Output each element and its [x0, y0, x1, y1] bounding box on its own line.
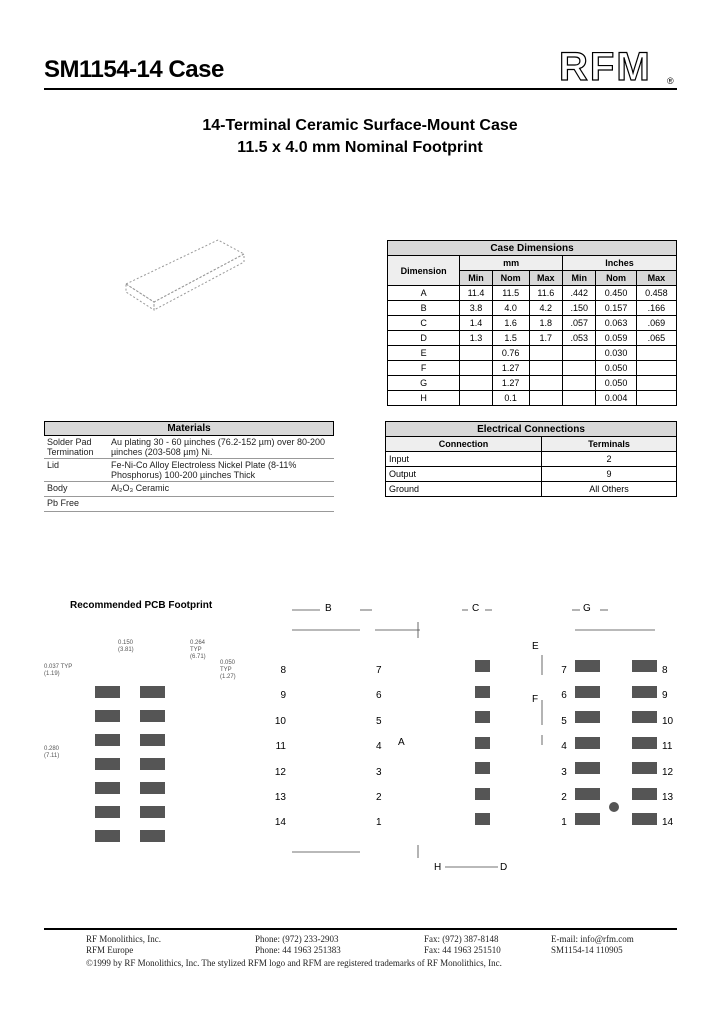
dimension-value	[529, 391, 562, 406]
dimension-value	[460, 391, 493, 406]
dimension-code: D	[388, 331, 460, 346]
case-dimensions-table	[387, 240, 677, 406]
dim-label-g: G	[583, 603, 591, 614]
connection-cell: Output	[386, 467, 542, 482]
dim-label-e: E	[532, 641, 539, 652]
dimension-value: 0.450	[596, 286, 636, 301]
dimension-row	[388, 346, 677, 361]
pcb-pad	[95, 830, 120, 842]
dimension-value: 1.5	[492, 331, 529, 346]
mm-header: mm	[460, 256, 563, 271]
connection-cell: Input	[386, 452, 542, 467]
pcb-dim-pad-width: 0.037 TYP (1.19)	[44, 664, 73, 677]
pcb-dim-row-pitch: 0.050 TYP (1.27)	[220, 660, 236, 680]
footer-copyright: ©1999 by RF Monolithics, Inc. The stylized RFM logo and RFM are registered trademarks of RF Monolithics, Inc.	[86, 958, 502, 968]
dimension-header: Dimension	[388, 256, 460, 286]
footer-contact	[551, 934, 634, 956]
pin-number: 7	[561, 665, 567, 676]
dimension-value: 11.5	[492, 286, 529, 301]
pin-number: 3	[561, 766, 567, 778]
pcb-pad	[140, 686, 165, 698]
dimension-value: 0.458	[636, 286, 676, 301]
pin-number: 13	[662, 792, 674, 804]
footer-text: Phone: (972) 233-2903	[255, 934, 339, 944]
pin-number: 8	[280, 665, 286, 676]
dimension-value: 11.4	[460, 286, 493, 301]
terminals-cell: 2	[542, 452, 677, 467]
dimension-value: .166	[636, 301, 676, 316]
dimension-value	[636, 376, 676, 391]
material-value: Al₂O₃ Ceramic	[108, 482, 334, 497]
dimension-value	[460, 376, 493, 391]
pin-number: 1	[561, 817, 567, 829]
dimension-value: 4.0	[492, 301, 529, 316]
pcb-pad	[140, 758, 165, 770]
dimension-value: 0.030	[596, 346, 636, 361]
dimension-code: H	[388, 391, 460, 406]
pin-number: 10	[662, 715, 674, 727]
pin-number: 7	[376, 665, 382, 676]
material-label: Solder Pad Termination	[44, 436, 108, 459]
dimension-code: B	[388, 301, 460, 316]
case-dimensions-title: Case Dimensions	[388, 241, 677, 256]
dimension-value: 1.4	[460, 316, 493, 331]
pcb-pad	[140, 734, 165, 746]
dimension-value: 0.059	[596, 331, 636, 346]
material-value	[108, 497, 334, 512]
dimension-value	[636, 361, 676, 376]
material-label: Pb Free	[44, 497, 108, 512]
pcb-dim-height: 0.280 (7.11)	[44, 746, 60, 759]
dimension-value: 1.27	[492, 361, 529, 376]
pcb-pad	[95, 686, 120, 698]
dimension-value	[563, 361, 596, 376]
pcb-pad	[140, 806, 165, 818]
subtitle-line2: 11.5 x 4.0 mm Nominal Footprint	[237, 139, 483, 156]
pcb-dim-pitch: 0.150 (3.81)	[118, 640, 134, 653]
pin-number: 1	[376, 817, 382, 829]
dimension-value: 0.157	[596, 301, 636, 316]
terminals-cell: All Others	[542, 482, 677, 497]
dimension-row	[388, 361, 677, 376]
footer-text: Phone: 44 1963 251383	[255, 945, 341, 955]
dimension-value: 1.8	[529, 316, 562, 331]
pin-number: 14	[274, 817, 286, 829]
dimension-code: E	[388, 346, 460, 361]
dimension-row	[388, 331, 677, 346]
pin-number: 6	[376, 690, 382, 702]
logo-registered: ®	[667, 76, 674, 86]
dim-label-c: C	[472, 603, 480, 614]
dim-label-f: F	[532, 694, 539, 705]
rfm-logo	[557, 46, 677, 86]
dimension-value: 0.004	[596, 391, 636, 406]
pin-number: 12	[274, 766, 286, 778]
pcb-pad	[140, 782, 165, 794]
dimension-value	[529, 361, 562, 376]
footer-text: RFM Europe	[86, 945, 134, 955]
electrical-connections-table	[385, 421, 677, 497]
dimension-value	[636, 391, 676, 406]
pcb-pad	[95, 710, 120, 722]
pin-numbers-left	[274, 658, 286, 836]
dimension-row	[388, 316, 677, 331]
pin-number: 5	[561, 715, 567, 727]
dimension-code: A	[388, 286, 460, 301]
connection-cell: Ground	[386, 482, 542, 497]
pin-number: 13	[274, 792, 286, 804]
footer-phone	[255, 934, 341, 956]
in-min-header: Min	[563, 271, 596, 286]
dimension-value: .442	[563, 286, 596, 301]
mm-max-header: Max	[529, 271, 562, 286]
dimension-value	[636, 346, 676, 361]
logo-text: RFM	[559, 46, 652, 86]
pin-number: 4	[561, 741, 567, 753]
pin-number: 8	[662, 665, 668, 676]
pin-number: 11	[662, 741, 673, 753]
dim-label-h: H	[434, 862, 442, 873]
material-value: Fe-Ni-Co Alloy Electroless Nickel Plate (8-11% Phosphorus) 100-200 µinches Thick	[108, 459, 334, 482]
pcb-pad	[95, 782, 120, 794]
pin-number: 3	[376, 766, 382, 778]
pin-number: 2	[561, 792, 567, 804]
package-illustration	[118, 232, 252, 318]
dimension-value: 0.063	[596, 316, 636, 331]
pcb-pad	[140, 710, 165, 722]
dimension-code: C	[388, 316, 460, 331]
dimension-row	[388, 391, 677, 406]
dimension-value: 0.76	[492, 346, 529, 361]
dimension-value	[563, 376, 596, 391]
pin-number: 12	[662, 766, 674, 778]
inches-header: Inches	[563, 256, 677, 271]
pin-number: 10	[274, 715, 286, 727]
mechanical-drawing	[280, 600, 700, 880]
terminals-header: Terminals	[542, 437, 677, 452]
pin-number: 4	[376, 741, 382, 753]
dim-label-b: B	[325, 603, 332, 614]
footer-text: RF Monolithics, Inc.	[86, 934, 162, 944]
dimension-row	[388, 286, 677, 301]
pcb-dim-span: 0.264 TYP (6.71)	[190, 640, 206, 660]
dimension-value: 3.8	[460, 301, 493, 316]
dimension-code: F	[388, 361, 460, 376]
pin-number: 6	[561, 690, 567, 702]
dim-label-d: D	[500, 862, 508, 873]
dimension-value: 0.050	[596, 376, 636, 391]
dimension-value	[529, 376, 562, 391]
pin-number: 2	[376, 792, 382, 804]
materials-section	[44, 421, 334, 512]
in-nom-header: Nom	[596, 271, 636, 286]
material-value: Au plating 30 - 60 µinches (76.2-152 µm) over 80-200 µinches (203-508 µm) Ni.	[108, 436, 334, 459]
pin-numbers-right-outer	[662, 658, 678, 836]
dimension-value: .065	[636, 331, 676, 346]
pcb-pad	[95, 806, 120, 818]
mm-min-header: Min	[460, 271, 493, 286]
pin-numbers-right-inner	[558, 658, 570, 836]
pin-numbers-inner	[376, 658, 388, 836]
dimension-value: 1.6	[492, 316, 529, 331]
dimension-row	[388, 301, 677, 316]
dimension-value: 11.6	[529, 286, 562, 301]
dimension-code: G	[388, 376, 460, 391]
materials-title: Materials	[44, 421, 334, 436]
connection-header: Connection	[386, 437, 542, 452]
footer-text: Fax: (972) 387-8148	[424, 934, 499, 944]
pin-number: 9	[662, 690, 668, 702]
footer-company	[86, 934, 161, 956]
page-title: SM1154-14 Case	[44, 56, 224, 83]
pin-number: 14	[662, 817, 674, 829]
dimension-value	[563, 391, 596, 406]
electrical-title: Electrical Connections	[386, 422, 677, 437]
dimension-value: 0.050	[596, 361, 636, 376]
dimension-value: .057	[563, 316, 596, 331]
footer-fax	[424, 934, 501, 956]
pcb-pad	[95, 758, 120, 770]
pcb-footprint-title: Recommended PCB Footprint	[70, 600, 213, 611]
pin-number: 9	[280, 690, 286, 702]
mm-nom-header: Nom	[492, 271, 529, 286]
material-label: Lid	[44, 459, 108, 482]
dimension-value	[563, 346, 596, 361]
dimension-value: .053	[563, 331, 596, 346]
terminals-cell: 9	[542, 467, 677, 482]
dimension-value: .150	[563, 301, 596, 316]
pin-number: 5	[376, 715, 382, 727]
material-label: Body	[44, 482, 108, 497]
dimension-value: .069	[636, 316, 676, 331]
dimension-row	[388, 376, 677, 391]
dimension-value: 0.1	[492, 391, 529, 406]
dimension-value: 4.2	[529, 301, 562, 316]
footer-text: Fax: 44 1963 251510	[424, 945, 501, 955]
footer-doc-id: SM1154-14 110905	[551, 945, 623, 955]
dimension-value: 1.3	[460, 331, 493, 346]
dim-label-a: A	[398, 737, 405, 748]
materials-table	[44, 436, 334, 512]
dimension-value: 1.7	[529, 331, 562, 346]
dimension-value	[460, 361, 493, 376]
pin-number: 11	[275, 741, 286, 753]
footer-rule	[44, 928, 677, 930]
footer-email[interactable]: E-mail: info@rfm.com	[551, 934, 634, 944]
dimension-value: 1.27	[492, 376, 529, 391]
dimension-value	[529, 346, 562, 361]
dimension-value	[460, 346, 493, 361]
in-max-header: Max	[636, 271, 676, 286]
pcb-pad	[140, 830, 165, 842]
subtitle-line1: 14-Terminal Ceramic Surface-Mount Case	[202, 117, 518, 134]
header-rule	[44, 88, 677, 90]
pcb-pad	[95, 734, 120, 746]
